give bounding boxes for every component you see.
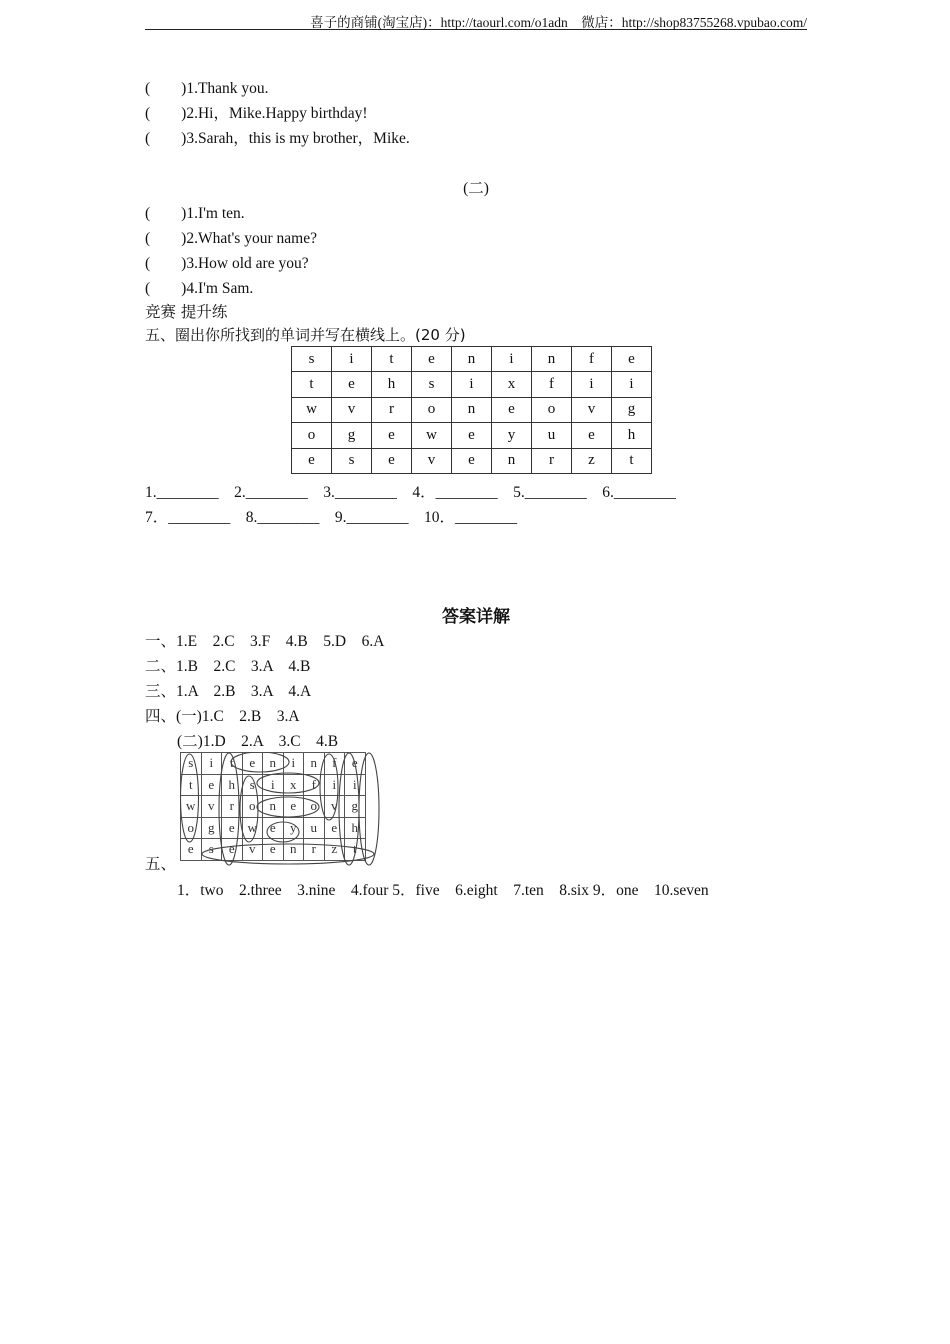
circle-horizontal bbox=[202, 844, 374, 864]
grid-cell: e bbox=[292, 448, 332, 473]
word-search-grid bbox=[291, 346, 652, 474]
grid-cell: e bbox=[372, 448, 412, 473]
circle-vertical bbox=[359, 753, 379, 865]
circle-vertical bbox=[240, 776, 258, 842]
grid-cell: x bbox=[492, 372, 532, 397]
grid-cell: t bbox=[292, 372, 332, 397]
grid-cell: e bbox=[372, 423, 412, 448]
answer-bracket: ( ) bbox=[145, 80, 187, 97]
grid-cell: o bbox=[412, 397, 452, 422]
grid-row bbox=[292, 423, 652, 448]
item-text: 2.What's your name? bbox=[186, 230, 317, 247]
exercise-item bbox=[145, 276, 253, 298]
grid-cell: f bbox=[324, 753, 345, 775]
grid-cell: s bbox=[242, 774, 263, 796]
exercise-item bbox=[145, 101, 368, 123]
answer-blanks-row-1: 1.________ 2.________ 3.________ 4．________ 5.________ 6.________ bbox=[145, 484, 676, 501]
item-text: 4.I'm Sam. bbox=[186, 280, 254, 297]
answer-line-prefix: 五、 bbox=[145, 855, 177, 873]
grid-cell: w bbox=[242, 817, 263, 839]
grid-cell: e bbox=[222, 839, 243, 861]
grid-cell: r bbox=[532, 448, 572, 473]
grid-cell: o bbox=[304, 796, 325, 818]
grid-cell: n bbox=[452, 347, 492, 372]
grid-cell: e bbox=[263, 817, 284, 839]
grid-cell: i bbox=[324, 774, 345, 796]
grid-cell: t bbox=[181, 774, 202, 796]
grid-cell: z bbox=[572, 448, 612, 473]
grid-cell: e bbox=[283, 796, 304, 818]
part-five-title: 五、圈出你所找到的单词并写在横线上。(20 分) bbox=[145, 326, 466, 344]
grid-cell: w bbox=[412, 423, 452, 448]
grid-cell: e bbox=[263, 839, 284, 861]
grid-cell: g bbox=[612, 397, 652, 422]
answer-line: 一、1.E 2.C 3.F 4.B 5.D 6.A bbox=[145, 633, 385, 650]
exercise-item bbox=[145, 226, 317, 248]
grid-cell: v bbox=[242, 839, 263, 861]
competition-label: 竞赛 提升练 bbox=[145, 303, 228, 321]
grid-cell: n bbox=[263, 753, 284, 775]
grid-cell: e bbox=[181, 839, 202, 861]
item-text: 3.How old are you? bbox=[186, 255, 309, 272]
answer-line: 四、(一)1.C 2.B 3.A bbox=[145, 708, 300, 725]
grid-cell: i bbox=[612, 372, 652, 397]
grid-cell: x bbox=[283, 774, 304, 796]
grid-cell: f bbox=[532, 372, 572, 397]
item-text: 1.I'm ten. bbox=[186, 205, 245, 222]
grid-cell: e bbox=[452, 423, 492, 448]
grid-cell: v bbox=[332, 397, 372, 422]
item-text: 2.Hi，Mike.Happy birthday! bbox=[186, 105, 368, 122]
grid-cell: i bbox=[283, 753, 304, 775]
answer-line: 二、1.B 2.C 3.A 4.B bbox=[145, 658, 311, 675]
circle-horizontal bbox=[257, 773, 319, 793]
circle-vertical bbox=[181, 754, 199, 842]
grid-cell: g bbox=[201, 817, 222, 839]
grid-cell: e bbox=[612, 347, 652, 372]
exercise-item bbox=[145, 251, 309, 273]
grid-cell: h bbox=[372, 372, 412, 397]
grid-cell: e bbox=[412, 347, 452, 372]
grid-cell: r bbox=[222, 796, 243, 818]
answer-line: 1．two 2.three 3.nine 4.four 5．five 6.eight 7.ten 8.six 9．one 10.seven bbox=[177, 882, 709, 899]
grid-cell: n bbox=[304, 753, 325, 775]
grid-cell: u bbox=[304, 817, 325, 839]
grid-cell: t bbox=[372, 347, 412, 372]
grid-cell: y bbox=[492, 423, 532, 448]
circle-horizontal bbox=[267, 822, 299, 842]
grid-row bbox=[292, 448, 652, 473]
grid-cell: s bbox=[332, 448, 372, 473]
grid-cell: v bbox=[572, 397, 612, 422]
grid-cell: v bbox=[412, 448, 452, 473]
answer-line: 三、1.A 2.B 3.A 4.A bbox=[145, 683, 312, 700]
answers-title: 答案详解 bbox=[442, 607, 510, 627]
grid-cell: o bbox=[292, 423, 332, 448]
grid-cell: i bbox=[452, 372, 492, 397]
grid-cell: i bbox=[201, 753, 222, 775]
circled-words-overlay bbox=[180, 752, 388, 867]
answer-bracket: ( ) bbox=[145, 130, 187, 147]
grid-cell: o bbox=[181, 817, 202, 839]
grid-cell: v bbox=[324, 796, 345, 818]
grid-cell: h bbox=[612, 423, 652, 448]
grid-cell: n bbox=[452, 397, 492, 422]
grid-cell: e bbox=[201, 774, 222, 796]
grid-cell: u bbox=[532, 423, 572, 448]
grid-cell: e bbox=[332, 372, 372, 397]
grid-cell: i bbox=[263, 774, 284, 796]
grid-row bbox=[292, 397, 652, 422]
grid-cell: i bbox=[345, 774, 366, 796]
grid-cell: g bbox=[332, 423, 372, 448]
grid-cell: r bbox=[304, 839, 325, 861]
page-header: 喜子的商铺(淘宝店)：http://taourl.com/o1adn 微店：http://shop83755268.vpubao.com/ bbox=[145, 11, 807, 30]
answer-bracket: ( ) bbox=[145, 205, 187, 222]
item-text: 3.Sarah，this is my brother，Mike. bbox=[186, 130, 410, 147]
grid-cell: s bbox=[201, 839, 222, 861]
answer-line: (二)1.D 2.A 3.C 4.B bbox=[177, 733, 339, 750]
grid-cell: y bbox=[283, 817, 304, 839]
section-heading: (二) bbox=[463, 180, 489, 197]
answer-bracket: ( ) bbox=[145, 280, 187, 297]
grid-cell: f bbox=[572, 347, 612, 372]
answer-bracket: ( ) bbox=[145, 105, 187, 122]
grid-cell: n bbox=[492, 448, 532, 473]
grid-row bbox=[292, 347, 652, 372]
grid-cell: t bbox=[222, 753, 243, 775]
circle-horizontal bbox=[231, 752, 289, 772]
circle-horizontal bbox=[257, 797, 319, 817]
grid-cell: e bbox=[345, 753, 366, 775]
grid-cell: s bbox=[181, 753, 202, 775]
grid-cell: o bbox=[242, 796, 263, 818]
exercise-item bbox=[145, 201, 245, 223]
exercise-item bbox=[145, 126, 410, 148]
grid-cell: h bbox=[222, 774, 243, 796]
grid-cell: t bbox=[612, 448, 652, 473]
circle-vertical bbox=[219, 753, 239, 865]
grid-cell: e bbox=[492, 397, 532, 422]
grid-cell: w bbox=[292, 397, 332, 422]
grid-cell: e bbox=[242, 753, 263, 775]
grid-cell: i bbox=[572, 372, 612, 397]
grid-cell: z bbox=[324, 839, 345, 861]
answer-blanks-row-2: 7．________ 8.________ 9.________ 10．________ bbox=[145, 509, 518, 526]
grid-row bbox=[292, 372, 652, 397]
answer-bracket: ( ) bbox=[145, 230, 187, 247]
grid-cell: f bbox=[304, 774, 325, 796]
grid-cell: n bbox=[263, 796, 284, 818]
grid-cell: e bbox=[452, 448, 492, 473]
grid-cell: s bbox=[412, 372, 452, 397]
grid-cell: n bbox=[532, 347, 572, 372]
grid-cell: o bbox=[532, 397, 572, 422]
grid-cell: r bbox=[372, 397, 412, 422]
grid-cell: g bbox=[345, 796, 366, 818]
exercise-item bbox=[145, 76, 269, 98]
grid-cell: t bbox=[345, 839, 366, 861]
answer-bracket: ( ) bbox=[145, 255, 187, 272]
grid-cell: e bbox=[572, 423, 612, 448]
grid-cell: e bbox=[324, 817, 345, 839]
grid-cell: i bbox=[332, 347, 372, 372]
grid-cell: s bbox=[292, 347, 332, 372]
grid-cell: v bbox=[201, 796, 222, 818]
circle-vertical bbox=[320, 754, 338, 820]
grid-cell: w bbox=[181, 796, 202, 818]
item-text: 1.Thank you. bbox=[186, 80, 269, 97]
grid-cell: e bbox=[222, 817, 243, 839]
grid-cell: n bbox=[283, 839, 304, 861]
grid-cell: h bbox=[345, 817, 366, 839]
grid-cell: i bbox=[492, 347, 532, 372]
